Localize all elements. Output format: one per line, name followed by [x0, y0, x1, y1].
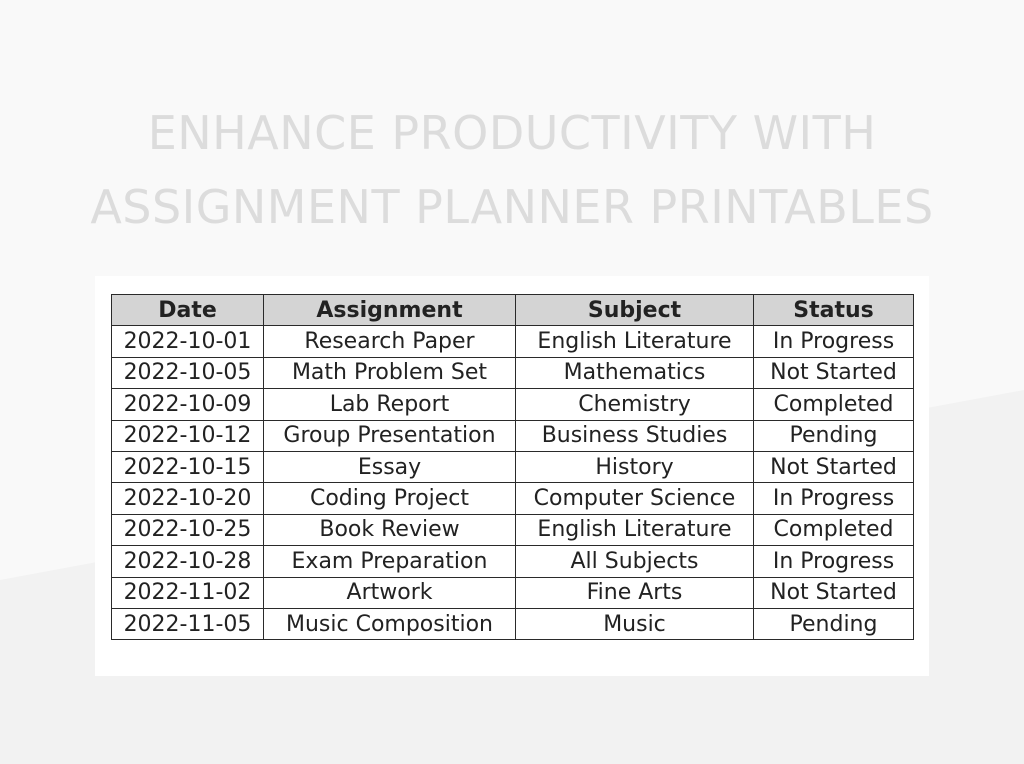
status-cell: Not Started: [754, 451, 914, 482]
status-cell: Completed: [754, 514, 914, 545]
assignment-cell: Lab Report: [264, 389, 516, 420]
assignment-table: [111, 294, 914, 640]
assignment-cell: Book Review: [264, 514, 516, 545]
planner-card: [95, 276, 929, 676]
date-cell: 2022-10-12: [112, 420, 264, 451]
status-cell: Pending: [754, 420, 914, 451]
title-line-1: ENHANCE PRODUCTIVITY WITH: [147, 106, 877, 160]
status-cell: Completed: [754, 389, 914, 420]
assignment-cell: Essay: [264, 451, 516, 482]
table-row: [112, 577, 914, 608]
subject-cell: Mathematics: [516, 357, 754, 388]
subject-cell: Fine Arts: [516, 577, 754, 608]
table-row: [112, 546, 914, 577]
date-cell: 2022-10-15: [112, 451, 264, 482]
assignment-cell: Math Problem Set: [264, 357, 516, 388]
assignment-cell: Group Presentation: [264, 420, 516, 451]
date-cell: 2022-10-09: [112, 389, 264, 420]
assignment-cell: Artwork: [264, 577, 516, 608]
table-row: [112, 357, 914, 388]
table-row: [112, 483, 914, 514]
date-cell: 2022-11-05: [112, 608, 264, 639]
table-row: [112, 514, 914, 545]
date-cell: 2022-10-05: [112, 357, 264, 388]
subject-cell: History: [516, 451, 754, 482]
assignment-cell: Exam Preparation: [264, 546, 516, 577]
status-cell: In Progress: [754, 483, 914, 514]
date-cell: 2022-10-01: [112, 326, 264, 357]
status-cell: Not Started: [754, 577, 914, 608]
subject-cell: English Literature: [516, 326, 754, 357]
subject-cell: Business Studies: [516, 420, 754, 451]
table-row: [112, 326, 914, 357]
header-assignment: Assignment: [264, 295, 516, 326]
page-title: [0, 96, 1024, 244]
status-cell: Pending: [754, 608, 914, 639]
subject-cell: Chemistry: [516, 389, 754, 420]
table-header-row: [112, 295, 914, 326]
table-row: [112, 608, 914, 639]
date-cell: 2022-10-20: [112, 483, 264, 514]
assignment-cell: Coding Project: [264, 483, 516, 514]
table-row: [112, 420, 914, 451]
subject-cell: All Subjects: [516, 546, 754, 577]
table-row: [112, 451, 914, 482]
date-cell: 2022-11-02: [112, 577, 264, 608]
header-status: Status: [754, 295, 914, 326]
assignment-cell: Music Composition: [264, 608, 516, 639]
status-cell: Not Started: [754, 357, 914, 388]
date-cell: 2022-10-25: [112, 514, 264, 545]
date-cell: 2022-10-28: [112, 546, 264, 577]
header-subject: Subject: [516, 295, 754, 326]
title-line-2: ASSIGNMENT PLANNER PRINTABLES: [90, 180, 934, 234]
status-cell: In Progress: [754, 326, 914, 357]
header-date: Date: [112, 295, 264, 326]
subject-cell: Music: [516, 608, 754, 639]
table-row: [112, 389, 914, 420]
subject-cell: Computer Science: [516, 483, 754, 514]
status-cell: In Progress: [754, 546, 914, 577]
subject-cell: English Literature: [516, 514, 754, 545]
assignment-cell: Research Paper: [264, 326, 516, 357]
